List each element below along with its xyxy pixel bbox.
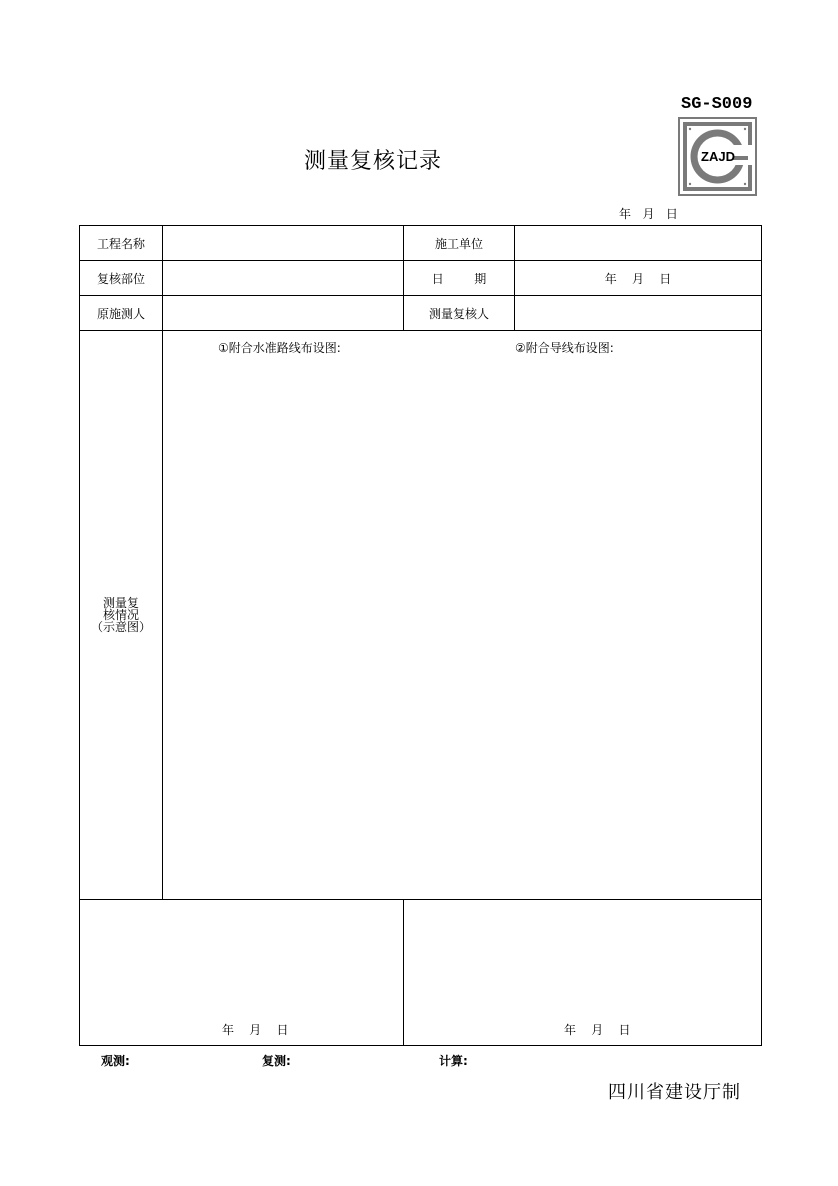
page-title: 测量复核记录 xyxy=(304,149,443,174)
reviewer-label: 测量复核人 xyxy=(428,306,489,321)
side-label-line: 核情况 xyxy=(102,608,139,622)
right-box-date: 年 月 日 xyxy=(564,1023,631,1037)
date-label: 日 期 xyxy=(431,271,487,286)
leveling-route-note: ①附合水准路线布设图: xyxy=(218,341,341,355)
form-code: SG-S009 xyxy=(681,95,753,114)
review-status-label xyxy=(80,597,162,633)
reviewer-field[interactable] xyxy=(515,296,761,330)
project-name-field[interactable] xyxy=(163,226,403,260)
traverse-route-note: ②附合导线布设图: xyxy=(515,341,614,355)
record-date: 年 月 日 xyxy=(619,207,678,221)
construction-unit-field[interactable] xyxy=(515,226,761,260)
side-label-line: （示意图） xyxy=(90,620,151,634)
zajd-logo xyxy=(678,117,757,196)
project-name-label: 工程名称 xyxy=(96,236,145,251)
side-label-line: 测量复 xyxy=(102,596,139,610)
observer-label: 观测: xyxy=(101,1054,130,1068)
right-comment-area[interactable] xyxy=(404,900,761,1020)
original-surveyor-field[interactable] xyxy=(163,296,403,330)
diagram-area[interactable] xyxy=(163,331,761,898)
issuing-authority: 四川省建设厅制 xyxy=(608,1082,741,1103)
review-location-field[interactable] xyxy=(163,261,403,295)
date-field[interactable]: 年 月 日 xyxy=(604,271,672,286)
rechecker-label: 复测: xyxy=(262,1054,291,1068)
review-location-label: 复核部位 xyxy=(96,271,145,286)
original-surveyor-label: 原施测人 xyxy=(96,306,145,321)
record-table xyxy=(79,225,762,1046)
construction-unit-label: 施工单位 xyxy=(434,236,483,251)
logo-text: ZAJD xyxy=(701,149,735,164)
left-box-date: 年 月 日 xyxy=(222,1023,289,1037)
calculator-label: 计算: xyxy=(439,1054,468,1068)
left-comment-area[interactable] xyxy=(80,900,403,1020)
